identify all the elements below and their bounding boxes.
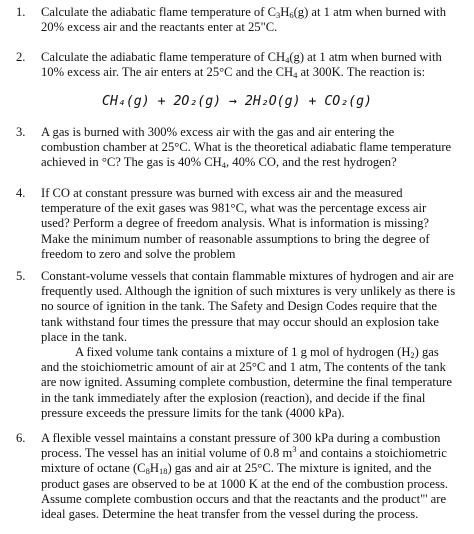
text-line: Calculate the adiabatic flame temperature of $C_3H_6(g)$ at 1 atm when burned with (41, 5, 447, 20)
text-line: 20% excess air and the reactants enter at 25"C. (41, 20, 278, 35)
text-line: achieved in °C? The gas is 40% $CH_4$, 40% CO, and the rest hydrogen? (41, 155, 397, 171)
problem-number: 5. (16, 269, 26, 283)
problem-number: 1. (16, 5, 26, 19)
problem-number: 2. (16, 50, 26, 64)
problem-number: 4. (16, 186, 26, 200)
text-line: and the stoichiometric amount of air at 25°C and 1 atm, The contents of the tank (41, 360, 446, 375)
problem-text (41, 186, 464, 262)
problem-text (41, 431, 464, 522)
problem-number: 6. (16, 431, 26, 445)
problem-text (41, 269, 464, 421)
text-line: If CO at constant pressure was burned with excess air and the measured (41, 186, 403, 200)
problem-text (41, 5, 464, 35)
text-line: pressure exceeds the pressure limits for the tank (4000 kPa). (41, 405, 345, 420)
text-line: freedom to zero and solve the problem (41, 246, 236, 261)
text-line: product gases are observed to be at 1000 K at the end of the combustion process. (41, 476, 449, 491)
text-line: tank withstand four times the pressure that may occur should an explosion take (41, 314, 440, 329)
text-line: mixture of octane $(C_8H_{18})$ gas and air at 25°C. The mixture is ignited, and the (41, 461, 432, 477)
text-line: Assume complete combustion occurs and that the reactants and the product"' are (41, 491, 447, 506)
problem-text (41, 125, 464, 171)
problem-text (41, 50, 464, 80)
text-line: Calculate the adiabatic flame temperature of $CH_4(g)$ at 1 atm when burned with (41, 50, 442, 65)
text-line: frequently used. Although the ignition of such mixtures is very unlikely as there is (41, 284, 456, 299)
text-line: A gas is burned with 300% excess air with the gas and air entering the (41, 125, 395, 139)
text-line: combustion chamber at 25°C. What is the theoretical adiabatic flame temperature (41, 140, 452, 155)
text-line: ideal gases. Determine the heat transfer from the vessel during the process. (41, 507, 419, 522)
text-line: Constant-volume vessels that contain flammable mixtures of hydrogen and air are (41, 269, 454, 283)
text-line: no source of ignition in the tank. The Safety and Design Codes require that the (41, 299, 438, 314)
text-line: temperature of the exit gases was 981°C, what was the percentage excess air (41, 201, 427, 216)
reaction-equation: CH₄(g) + 2O₂(g) → 2H₂O(g) + CO₂(g) (102, 94, 372, 109)
text-line: process. The vessel has an initial volume of 0.8 $m^3$ and contains a stoichiometric (41, 444, 447, 461)
text-line: 10% excess air. The air enters at 25°C and the $CH_4$ at 300K. The reaction is: (41, 65, 426, 81)
text-line: A fixed volume tank contains a mixture of 1 g mol of hydrogen $(H_2)$ gas (75, 345, 439, 361)
problem-number: 3. (16, 125, 26, 139)
text-line: are now ignited. Assuming complete combustion, determine the final temperature (41, 375, 452, 390)
text-line: in the tank immediately after the explosion (reaction), and decide if the final (41, 390, 426, 405)
text-line: A flexible vessel maintains a constant pressure of 300 kPa during a combustion (41, 431, 441, 445)
text-line: place in the tank. (41, 329, 128, 344)
text-line: Make the minimum number of reasonable assumptions to bring the degree of (41, 231, 430, 246)
text-line: used? Perform a degree of freedom analysis. What is information is missing? (41, 216, 429, 231)
